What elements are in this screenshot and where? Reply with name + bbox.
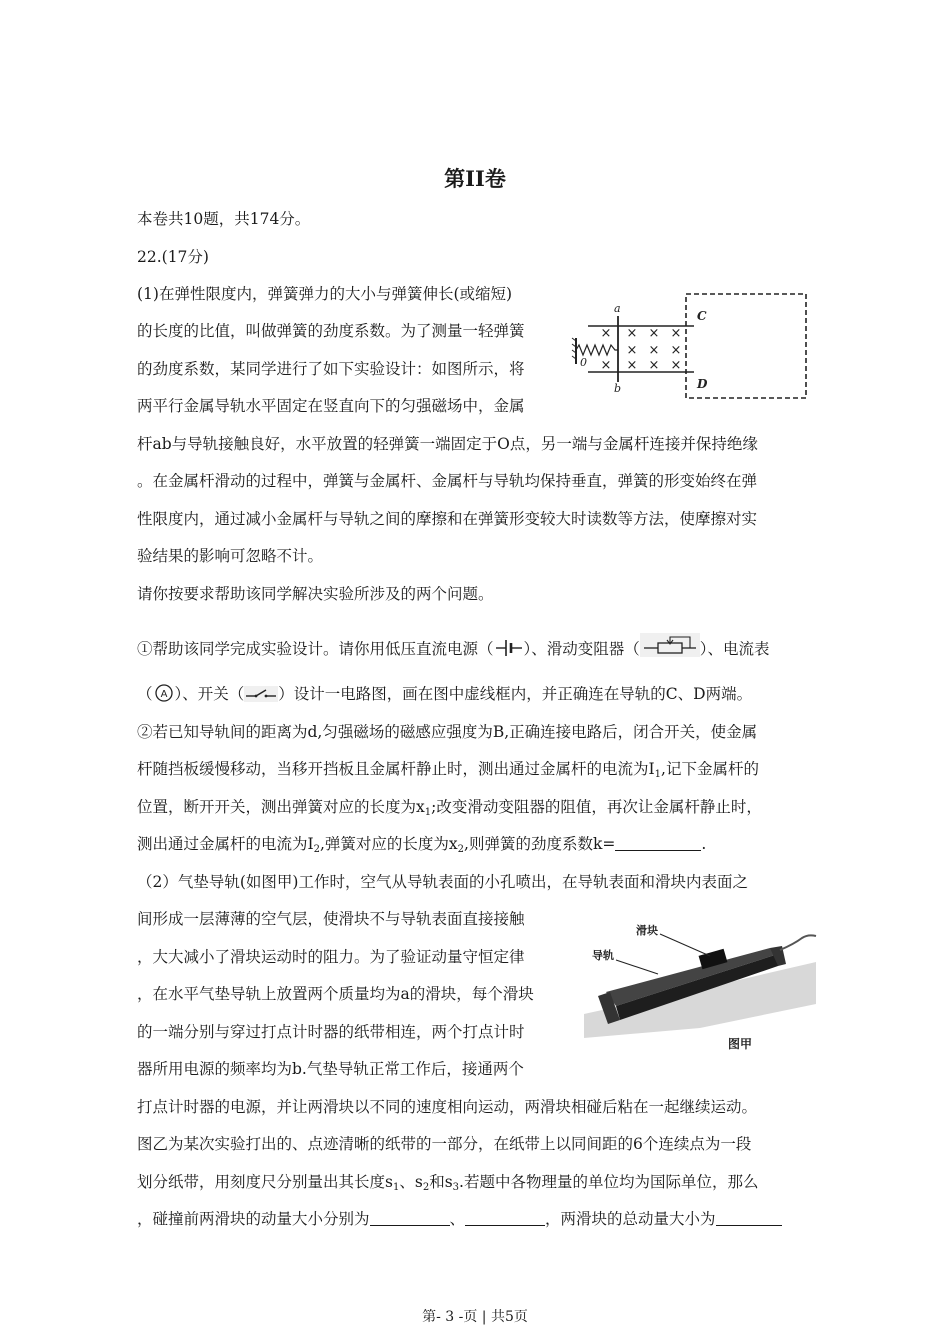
field-mark: × bbox=[648, 326, 660, 341]
intro-line: 本卷共10题，共174分。 bbox=[137, 210, 311, 228]
question-number: 22.(17分) bbox=[137, 248, 209, 266]
text-line bbox=[137, 1171, 758, 1199]
text-line bbox=[137, 1208, 782, 1230]
text-segment: 、s bbox=[399, 1173, 423, 1191]
symbol-line-1 bbox=[137, 631, 770, 665]
field-mark: × bbox=[648, 343, 660, 358]
text-segment: 划分纸带，用刻度尺分别量出其长度s bbox=[137, 1173, 393, 1191]
field-mark: × bbox=[600, 326, 612, 341]
switch-symbol-icon bbox=[244, 684, 278, 710]
answer-blank-total-momentum[interactable] bbox=[716, 1211, 782, 1226]
text-segment: 测出通过金属杆的电流为I bbox=[137, 835, 314, 853]
text-segment: ）设计一电路图，画在图中虚线框内，并正确连在导轨的C、D两端。 bbox=[278, 685, 753, 703]
symbol-line-2 bbox=[137, 682, 752, 710]
text-line bbox=[137, 796, 762, 824]
text-segment: .若题中各物理量的单位均为国际单位，那么 bbox=[459, 1173, 759, 1191]
label-slider: 滑块 bbox=[636, 924, 658, 937]
text-line bbox=[137, 758, 759, 786]
rail-spring-figure bbox=[570, 292, 810, 402]
text-line: ②若已知导轨间的距离为d,匀强磁场的磁感应强度为B,正确连接电路后，闭合开关，使金属 bbox=[137, 723, 758, 741]
text-line: 图乙为某次实验打出的、点迹清晰的纸带的一部分，在纸带上以同间距的6个连续点为一段 bbox=[137, 1135, 752, 1153]
label-o: 0 bbox=[580, 356, 587, 369]
text-line: 性限度内，通过减小金属杆与导轨之间的摩擦和在弹簧形变较大时读数等方法，使摩擦对实 bbox=[137, 510, 758, 528]
subscript: 1 bbox=[654, 769, 662, 780]
text-segment: ;改变滑动变阻器的阻值，再次让金属杆静止时， bbox=[431, 798, 762, 816]
field-mark: × bbox=[670, 343, 682, 358]
text-line: 的长度的比值，叫做弹簧的劲度系数。为了测量一轻弹簧 bbox=[137, 322, 525, 340]
text-segment: ）、电流表 bbox=[699, 640, 770, 658]
figure-caption: 图甲 bbox=[728, 1037, 753, 1051]
text-segment: 和s bbox=[429, 1173, 453, 1191]
text-line: 。在金属杆滑动的过程中，弹簧与金属杆、金属杆与导轨均保持垂直，弹簧的形变始终在弹 bbox=[137, 472, 758, 490]
answer-blank-k[interactable] bbox=[615, 836, 701, 851]
text-segment: ）、开关（ bbox=[174, 685, 245, 703]
subscript: 3 bbox=[452, 1182, 460, 1193]
field-mark: × bbox=[626, 358, 638, 373]
field-mark: × bbox=[626, 326, 638, 341]
text-line: (1)在弹性限度内，弹簧弹力的大小与弹簧伸长(或缩短) bbox=[137, 285, 513, 303]
answer-blank-momentum-2[interactable] bbox=[465, 1211, 545, 1226]
text-line: ，在水平气垫导轨上放置两个质量均为a的滑块，每个滑块 bbox=[137, 985, 534, 1003]
text-line: （2）气垫导轨(如图甲)工作时，空气从导轨表面的小孔喷出，在导轨表面和滑块内表面之 bbox=[137, 873, 748, 891]
text-line: 间形成一层薄薄的空气层，使滑块不与导轨表面直接接触 bbox=[137, 910, 525, 928]
text-segment: （ bbox=[137, 685, 153, 703]
text-segment: ，碰撞前两滑块的动量大小分别为 bbox=[137, 1210, 370, 1228]
label-rail: 导轨 bbox=[592, 949, 614, 962]
label-d: D bbox=[697, 377, 708, 391]
label-a: a bbox=[614, 302, 621, 315]
spring bbox=[576, 345, 618, 355]
section-title: 第II卷 bbox=[444, 166, 506, 191]
field-mark: × bbox=[600, 358, 612, 373]
subscript: 1 bbox=[392, 1182, 400, 1193]
field-mark: × bbox=[670, 358, 682, 373]
text-line: 杆ab与导轨接触良好，水平放置的轻弹簧一端固定于O点，另一端与金属杆连接并保持绝缘 bbox=[137, 435, 758, 453]
ammeter-symbol-icon bbox=[153, 682, 175, 710]
air-hose bbox=[780, 935, 816, 950]
subscript: 2 bbox=[457, 844, 465, 855]
text-line: 的一端分别与穿过打点计时器的纸带相连，两个打点计时 bbox=[137, 1023, 525, 1041]
text-segment: ,记下金属杆的 bbox=[661, 760, 759, 778]
field-mark: × bbox=[626, 343, 638, 358]
label-b: b bbox=[614, 382, 622, 395]
rail-pointer-line bbox=[616, 960, 658, 974]
subscript: 2 bbox=[422, 1182, 430, 1193]
text-line: 打点计时器的电源，并让两滑块以不同的速度相向运动，两滑块相碰后粘在一起继续运动。 bbox=[137, 1098, 758, 1116]
text-segment: ）、滑动变阻器（ bbox=[523, 640, 640, 658]
text-segment: 位置，断开开关，测出弹簧对应的长度为x bbox=[137, 798, 425, 816]
text-segment: ，两滑块的总动量大小为 bbox=[545, 1210, 716, 1228]
label-c: C bbox=[697, 309, 707, 323]
text-line: 两平行金属导轨水平固定在竖直向下的匀强磁场中，金属 bbox=[137, 397, 525, 415]
answer-blank-momentum-1[interactable] bbox=[370, 1211, 450, 1226]
text-segment: . bbox=[701, 835, 707, 853]
text-segment: ,则弹簧的劲度系数k= bbox=[464, 835, 616, 853]
text-segment: ,弹簧对应的长度为x bbox=[320, 835, 458, 853]
field-mark: × bbox=[670, 326, 682, 341]
subscript: 1 bbox=[424, 807, 432, 818]
slider-pointer-line bbox=[660, 934, 710, 956]
text-line: 请你按要求帮助该同学解决实验所涉及的两个问题。 bbox=[137, 585, 494, 603]
rheostat-symbol-icon bbox=[640, 631, 700, 665]
subscript: 2 bbox=[313, 844, 320, 855]
svg-text:A: A bbox=[160, 689, 167, 700]
magnetic-field-marks bbox=[601, 326, 682, 373]
air-track-figure bbox=[580, 922, 820, 1062]
text-line: 验结果的影响可忽略不计。 bbox=[137, 547, 324, 565]
page-footer: 第- 3 -页 | 共5页 bbox=[422, 1309, 528, 1325]
text-segment: 杆随挡板缓慢移动，当移开挡板且金属杆静止时，测出通过金属杆的电流为I bbox=[137, 760, 655, 778]
text-line: 的劲度系数，某同学进行了如下实验设计：如图所示，将 bbox=[137, 360, 525, 378]
text-segment: ①帮助该同学完成实验设计。请你用低压直流电源（ bbox=[137, 640, 494, 658]
text-line: ，大大减小了滑块运动时的阻力。为了验证动量守恒定律 bbox=[137, 948, 525, 966]
battery-symbol-icon bbox=[494, 637, 524, 665]
text-segment: 、 bbox=[449, 1210, 466, 1228]
text-line: 器所用电源的频率均为b.气垫导轨正常工作后，接通两个 bbox=[137, 1060, 524, 1078]
text-line bbox=[137, 833, 706, 861]
field-mark: × bbox=[648, 358, 660, 373]
